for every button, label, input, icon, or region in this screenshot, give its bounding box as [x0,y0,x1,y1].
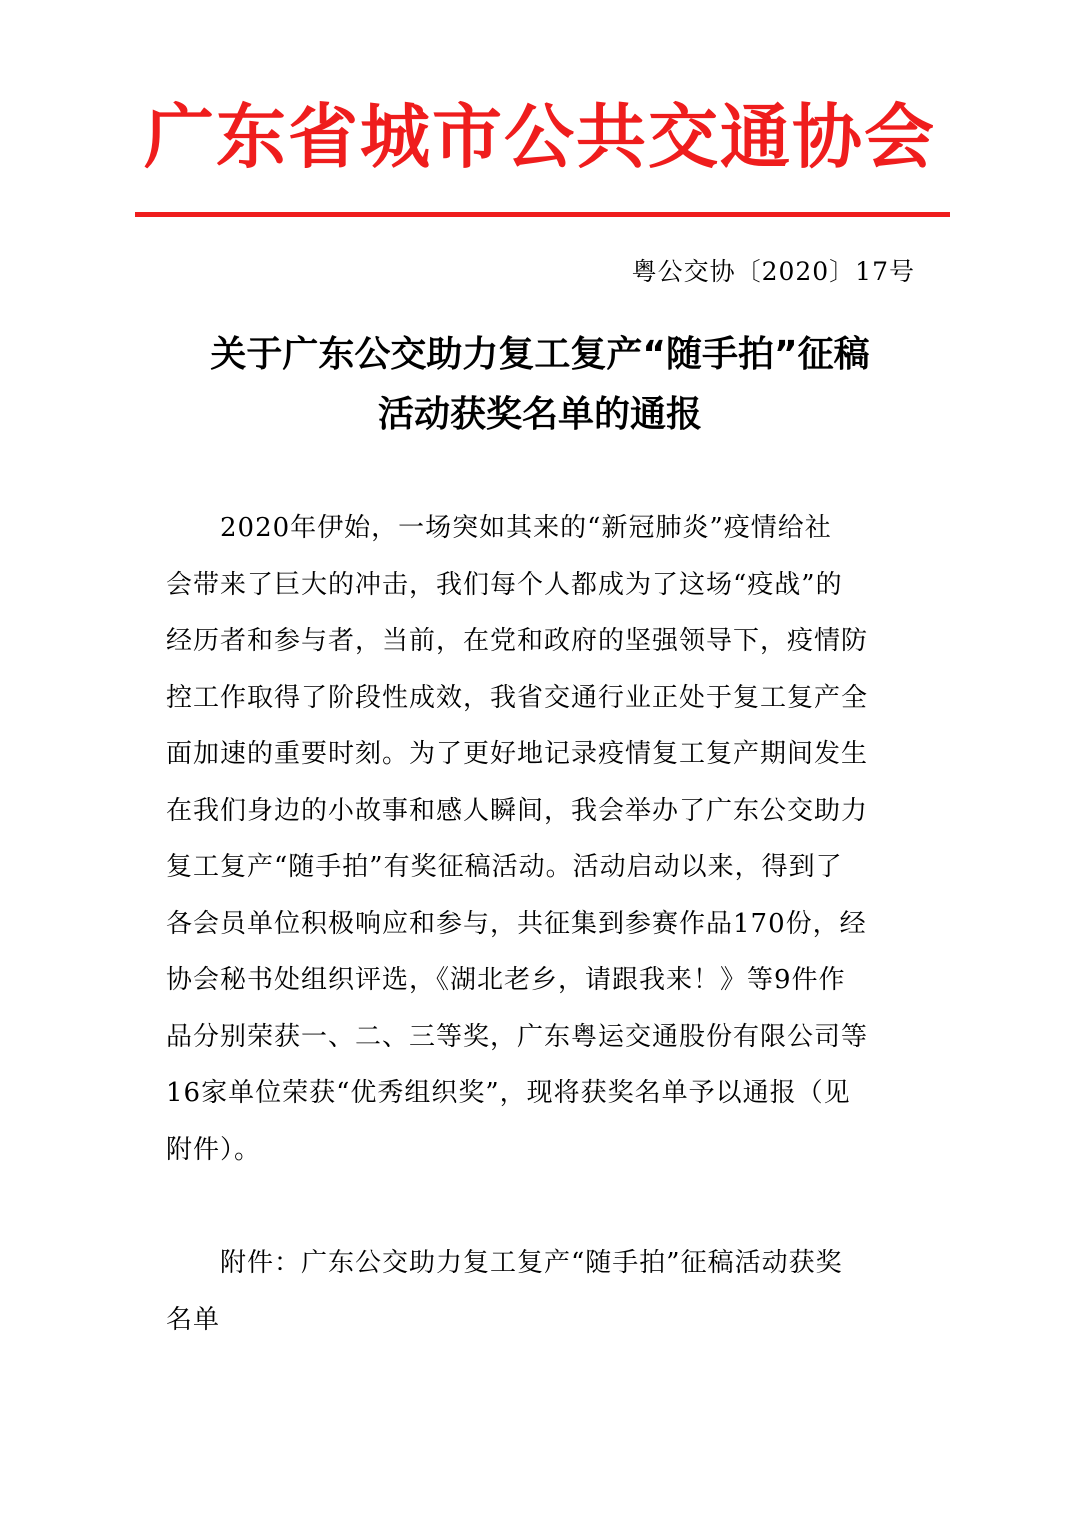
organization-header: 广东省城市公共交通协会 [144,96,936,178]
body-line: 各会员单位积极响应和参与，共征集到参赛作品170份，经 [166,908,867,939]
body-line: 协会秘书处组织评选，《湖北老乡，请跟我来！》等9件作 [166,965,846,995]
body-line: 会带来了巨大的冲击，我们每个人都成为了这场“疫战”的 [166,569,843,600]
attachment-note [166,1235,916,1349]
body-line: 面加速的重要时刻。为了更好地记录疫情复工复产期间发生 [166,739,869,769]
document-title [150,325,930,445]
body-line: 在我们身边的小故事和感人瞬间，我会举办了广东公交助力 [166,795,869,826]
attachment-line: 附件：广东公交助力复工复产“随手拍”征稿活动获奖 [166,1248,843,1278]
title-line: 关于广东公交助力复工复产“随手拍”征稿 [210,334,870,375]
body-line: 附件）。 [166,1134,262,1165]
body-line: 控工作取得了阶段性成效，我省交通行业正处于复工复产全 [166,682,869,713]
body-paragraph [166,500,916,1178]
body-line: 2020年伊始，一场突如其来的“新冠肺炎”疫情给社 [166,513,832,543]
body-line: 16家单位荣获“优秀组织奖”，现将获奖名单予以通报（见 [166,1078,851,1108]
title-line: 活动获奖名单的通报 [377,394,702,435]
body-line: 经历者和参与者，当前，在党和政府的坚强领导下，疫情防 [166,626,869,656]
attachment-line: 名单 [166,1305,221,1335]
body-line: 品分别荣获一、二、三等奖，广东粤运交通股份有限公司等 [166,1021,869,1052]
body-line: 复工复产“随手拍”有奖征稿活动。活动启动以来，得到了 [166,852,843,882]
document-number: 粤公交协〔2020〕17号 [631,257,915,286]
header-divider [135,212,950,217]
